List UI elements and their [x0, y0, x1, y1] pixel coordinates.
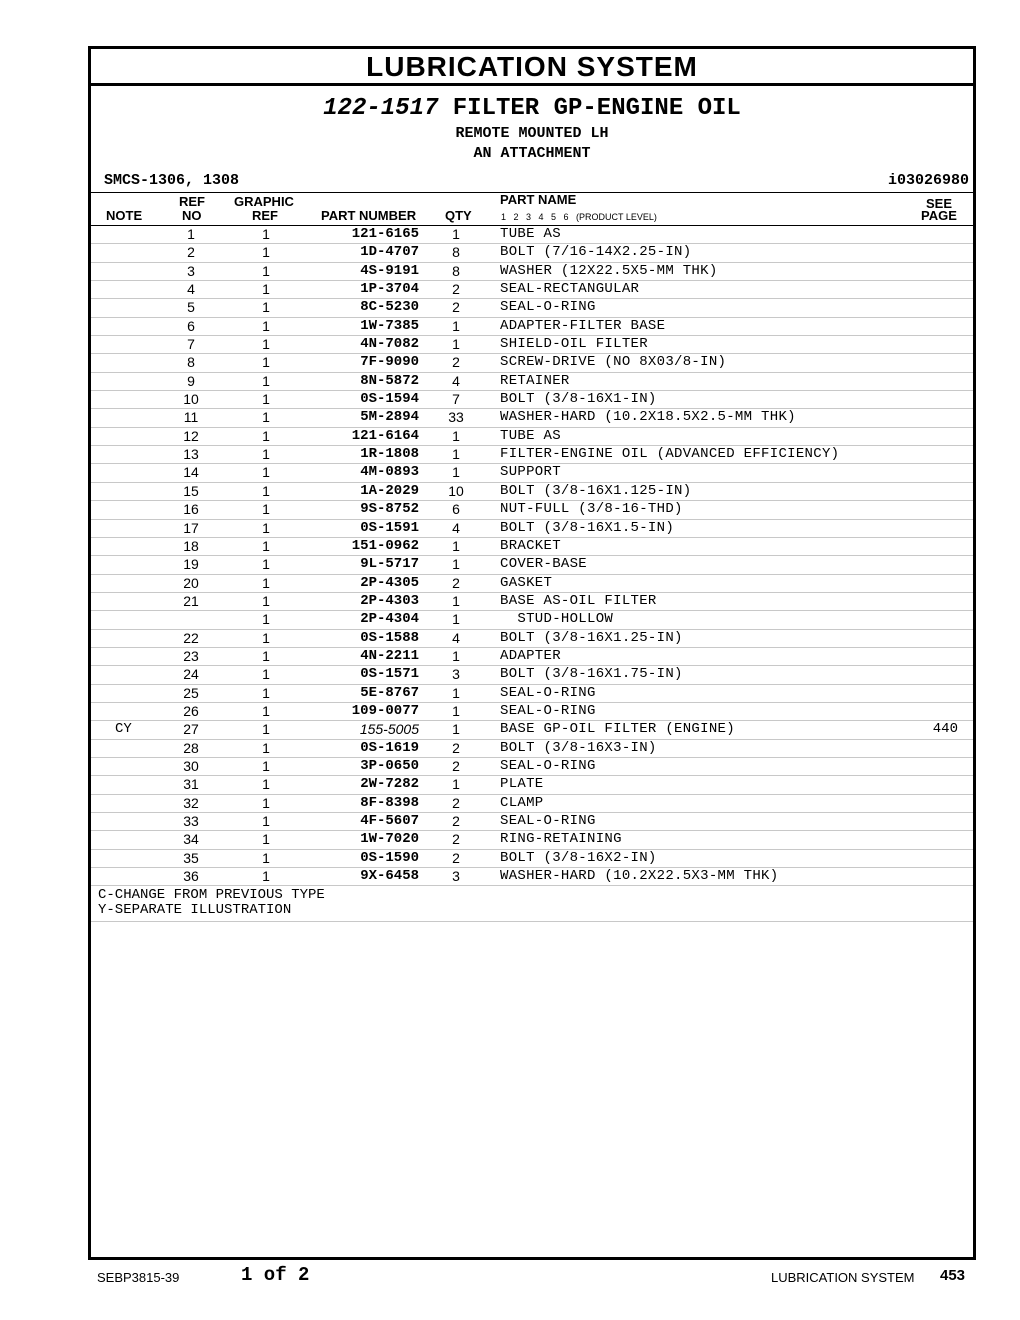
part-number-cell: 5E-8767 — [360, 684, 419, 701]
graphic-ref-cell: 1 — [262, 702, 270, 719]
part-name-cell: SCREW-DRIVE (NO 8X03/8-IN) — [500, 354, 727, 371]
part-number-cell: 2W-7282 — [360, 776, 419, 793]
part-number-cell: 1R-1808 — [360, 446, 419, 463]
qty-cell: 1 — [452, 611, 460, 628]
ref-no-cell: 17 — [183, 519, 199, 536]
part-name-cell: BOLT (3/8-16X2-IN) — [500, 849, 657, 866]
footer-page-of: 1 of 2 — [241, 1264, 310, 1286]
header-ref-bottom: NO — [182, 208, 202, 223]
ref-no-cell: 19 — [183, 556, 199, 573]
header-qty: QTY — [445, 208, 472, 223]
table-row — [91, 446, 973, 464]
graphic-ref-cell: 1 — [262, 244, 270, 261]
qty-cell: 2 — [452, 299, 460, 316]
graphic-ref-cell: 1 — [262, 519, 270, 536]
header-part-name: PART NAME — [500, 192, 577, 207]
part-name-cell: WASHER (12X22.5X5-MM THK) — [500, 262, 718, 279]
table-row — [91, 776, 973, 794]
qty-cell: 2 — [452, 354, 460, 371]
header-see-top: SEE — [926, 196, 953, 211]
table-row — [91, 226, 973, 244]
smcs-row — [91, 170, 973, 193]
table-row — [91, 611, 973, 629]
part-name-cell: NUT-FULL (3/8-16-THD) — [500, 501, 683, 518]
part-number-cell: 9X-6458 — [360, 868, 419, 885]
table-row — [91, 354, 973, 372]
part-number-cell: 8C-5230 — [360, 299, 419, 316]
qty-cell: 2 — [452, 739, 460, 756]
table-row — [91, 813, 973, 831]
table-row — [91, 593, 973, 611]
ref-no-cell: 13 — [183, 446, 199, 463]
ref-no-cell: 20 — [183, 574, 199, 591]
part-name-cell: SEAL-O-RING — [500, 299, 596, 316]
qty-cell: 4 — [452, 372, 460, 389]
part-number-cell: 8N-5872 — [360, 372, 419, 389]
qty-cell: 4 — [452, 519, 460, 536]
graphic-ref-cell: 1 — [262, 868, 270, 885]
table-row — [91, 575, 973, 593]
section-title: LUBRICATION SYSTEM — [91, 49, 973, 86]
graphic-ref-cell: 1 — [262, 611, 270, 628]
table-row — [91, 318, 973, 336]
qty-cell: 1 — [452, 592, 460, 609]
part-name-cell: ADAPTER — [500, 647, 561, 664]
part-name-cell: STUD-HOLLOW — [500, 611, 614, 628]
table-row — [91, 740, 973, 758]
note-line: Y-SEPARATE ILLUSTRATION — [98, 902, 292, 919]
table-row — [91, 630, 973, 648]
qty-cell: 8 — [452, 262, 460, 279]
part-number-cell: 1W-7020 — [360, 831, 419, 848]
qty-cell: 2 — [452, 757, 460, 774]
graphic-ref-cell: 1 — [262, 336, 270, 353]
part-name-cell: BOLT (3/8-16X3-IN) — [500, 739, 657, 756]
table-row — [91, 868, 973, 886]
part-name-cell: RING-RETAINING — [500, 831, 622, 848]
table-row — [91, 501, 973, 519]
table-row — [91, 721, 973, 739]
graphic-ref-cell: 1 — [262, 299, 270, 316]
ref-no-cell: 11 — [183, 409, 199, 426]
part-number-cell: 1A-2029 — [360, 482, 419, 499]
part-number-cell: 2P-4303 — [360, 592, 419, 609]
part-name-cell: SEAL-O-RING — [500, 813, 596, 829]
table-row — [91, 336, 973, 354]
table-row — [91, 263, 973, 281]
table-row — [91, 758, 973, 776]
ref-no-cell: 7 — [187, 336, 195, 353]
qty-cell: 1 — [452, 684, 460, 701]
qty-cell: 2 — [452, 813, 460, 829]
page-footer — [0, 1262, 1020, 1292]
ref-no-cell: 6 — [187, 317, 195, 334]
table-row — [91, 850, 973, 868]
graphic-ref-cell: 1 — [262, 317, 270, 334]
see-page-cell: 440 — [932, 721, 958, 738]
graphic-ref-cell: 1 — [262, 813, 270, 829]
ref-no-cell: 23 — [183, 647, 199, 664]
part-number-cell: 0S-1591 — [360, 519, 419, 536]
ref-no-cell: 30 — [183, 757, 199, 774]
ref-no-cell: 32 — [183, 794, 199, 811]
part-number-cell: 1D-4707 — [360, 244, 419, 261]
part-number-cell: 0S-1571 — [360, 666, 419, 683]
part-name-cell: SEAL-RECTANGULAR — [500, 281, 640, 298]
group-name: FILTER GP-ENGINE OIL — [452, 95, 741, 122]
qty-cell: 2 — [452, 574, 460, 591]
footer-section: LUBRICATION SYSTEM — [771, 1270, 915, 1285]
part-name-cell: TUBE AS — [500, 226, 561, 242]
table-row — [91, 244, 973, 262]
table-row — [91, 281, 973, 299]
table-row — [91, 483, 973, 501]
table-row — [91, 538, 973, 556]
part-name-cell: SUPPORT — [500, 464, 561, 481]
qty-cell: 1 — [452, 336, 460, 353]
part-number-cell: 1P-3704 — [360, 281, 419, 298]
group-title — [91, 94, 973, 124]
table-row — [91, 685, 973, 703]
note-line: C-CHANGE FROM PREVIOUS TYPE — [98, 887, 325, 904]
graphic-ref-cell: 1 — [262, 776, 270, 793]
part-name-cell: BOLT (3/8-16X1.125-IN) — [500, 482, 692, 499]
graphic-ref-cell: 1 — [262, 574, 270, 591]
qty-cell: 1 — [452, 226, 460, 242]
graphic-ref-cell: 1 — [262, 391, 270, 408]
qty-cell: 33 — [448, 409, 464, 426]
ref-no-cell: 15 — [183, 482, 199, 499]
graphic-ref-cell: 1 — [262, 281, 270, 298]
qty-cell: 3 — [452, 868, 460, 885]
ref-no-cell: 16 — [183, 501, 199, 518]
qty-cell: 1 — [452, 317, 460, 334]
parts-page-frame — [88, 46, 976, 1260]
ref-no-cell: 4 — [187, 281, 195, 298]
ref-no-cell: 28 — [183, 739, 199, 756]
table-row — [91, 520, 973, 538]
ref-no-cell: 26 — [183, 702, 199, 719]
ref-no-cell: 1 — [187, 226, 195, 242]
qty-cell: 1 — [452, 464, 460, 481]
part-number-cell: 121-6165 — [351, 226, 419, 242]
graphic-ref-cell: 1 — [262, 372, 270, 389]
qty-cell: 1 — [452, 446, 460, 463]
part-number-cell: 7F-9090 — [360, 354, 419, 371]
ref-no-cell: 24 — [183, 666, 199, 683]
ref-no-cell: 10 — [183, 391, 199, 408]
part-number-cell: 9L-5717 — [360, 556, 419, 573]
ref-no-cell: 14 — [183, 464, 199, 481]
part-name-cell: BOLT (7/16-14X2.25-IN) — [500, 244, 692, 261]
qty-cell: 2 — [452, 831, 460, 848]
part-number-cell: 151-0962 — [351, 537, 419, 554]
part-number-cell: 121-6164 — [351, 427, 419, 444]
header-note: NOTE — [106, 208, 143, 223]
qty-cell: 6 — [452, 501, 460, 518]
ref-no-cell: 36 — [183, 868, 199, 885]
part-name-cell: BOLT (3/8-16X1.5-IN) — [500, 519, 675, 536]
part-number-cell: 2P-4305 — [360, 574, 419, 591]
part-number-cell: 1W-7385 — [360, 317, 419, 334]
notes-legend — [91, 886, 973, 922]
graphic-ref-cell: 1 — [262, 464, 270, 481]
footer-doc-number: SEBP3815-39 — [97, 1270, 180, 1285]
part-name-cell: BOLT (3/8-16X1.75-IN) — [500, 666, 683, 683]
qty-cell: 2 — [452, 281, 460, 298]
ref-no-cell: 18 — [183, 537, 199, 554]
part-number-cell: 2P-4304 — [360, 611, 419, 628]
qty-cell: 8 — [452, 244, 460, 261]
note-cell: CY — [115, 721, 132, 738]
part-number-cell: 0S-1590 — [360, 849, 419, 866]
part-name-cell: FILTER-ENGINE OIL (ADVANCED EFFICIENCY) — [500, 446, 840, 463]
qty-cell: 1 — [452, 556, 460, 573]
qty-cell: 1 — [452, 776, 460, 793]
table-row — [91, 464, 973, 482]
part-number-cell: 109-0077 — [351, 702, 419, 719]
part-name-cell: ADAPTER-FILTER BASE — [500, 317, 666, 334]
part-name-cell: SEAL-O-RING — [500, 757, 596, 774]
table-row — [91, 428, 973, 446]
part-number-cell: 4M-0893 — [360, 464, 419, 481]
header-product-level: 1 2 3 4 5 6 (PRODUCT LEVEL) — [501, 212, 657, 222]
ref-no-cell: 35 — [183, 849, 199, 866]
part-name-cell: SHIELD-OIL FILTER — [500, 336, 648, 353]
ref-no-cell: 31 — [183, 776, 199, 793]
part-name-cell: CLAMP — [500, 794, 544, 811]
part-name-cell: BRACKET — [500, 537, 561, 554]
qty-cell: 10 — [448, 482, 464, 499]
qty-cell: 2 — [452, 794, 460, 811]
parts-table-body — [91, 226, 973, 886]
graphic-ref-cell: 1 — [262, 354, 270, 371]
part-number-cell: 0S-1619 — [360, 739, 419, 756]
graphic-ref-cell: 1 — [262, 537, 270, 554]
graphic-ref-cell: 1 — [262, 501, 270, 518]
table-row — [91, 391, 973, 409]
part-number-cell: 4S-9191 — [360, 262, 419, 279]
part-number-cell: 4F-5607 — [360, 813, 419, 829]
part-name-cell: WASHER-HARD (10.2X22.5X3-MM THK) — [500, 868, 779, 885]
graphic-ref-cell: 1 — [262, 409, 270, 426]
graphic-ref-cell: 1 — [262, 794, 270, 811]
part-name-cell: BASE AS-OIL FILTER — [500, 592, 657, 609]
ref-no-cell: 8 — [187, 354, 195, 371]
qty-cell: 1 — [452, 427, 460, 444]
part-number-cell: 155-5005 — [359, 721, 419, 738]
table-row — [91, 409, 973, 427]
part-name-cell: BASE GP-OIL FILTER (ENGINE) — [500, 721, 735, 738]
qty-cell: 1 — [452, 721, 460, 738]
table-row — [91, 831, 973, 849]
table-row — [91, 666, 973, 684]
ref-no-cell: 2 — [187, 244, 195, 261]
part-name-cell: WASHER-HARD (10.2X18.5X2.5-MM THK) — [500, 409, 796, 426]
group-subtitle-2: AN ATTACHMENT — [473, 145, 591, 162]
table-row — [91, 703, 973, 721]
header-ref-top: REF — [179, 194, 205, 209]
ref-no-cell: 21 — [183, 592, 199, 609]
part-name-cell: BOLT (3/8-16X1-IN) — [500, 391, 657, 408]
ref-no-cell: 9 — [187, 372, 195, 389]
footer-page-number: 453 — [940, 1267, 966, 1284]
ref-no-cell: 3 — [187, 262, 195, 279]
part-name-cell: SEAL-O-RING — [500, 702, 596, 719]
qty-cell: 1 — [452, 702, 460, 719]
graphic-ref-cell: 1 — [262, 629, 270, 646]
graphic-ref-cell: 1 — [262, 262, 270, 279]
qty-cell: 4 — [452, 629, 460, 646]
part-name-cell: BOLT (3/8-16X1.25-IN) — [500, 629, 683, 646]
qty-cell: 2 — [452, 849, 460, 866]
ref-no-cell: 5 — [187, 299, 195, 316]
graphic-ref-cell: 1 — [262, 226, 270, 242]
part-name-cell: TUBE AS — [500, 427, 561, 444]
part-number-cell: 9S-8752 — [360, 501, 419, 518]
graphic-ref-cell: 1 — [262, 446, 270, 463]
graphic-ref-cell: 1 — [262, 556, 270, 573]
graphic-ref-cell: 1 — [262, 482, 270, 499]
part-number-cell: 8F-8398 — [360, 794, 419, 811]
ref-no-cell: 27 — [183, 721, 199, 738]
graphic-ref-cell: 1 — [262, 739, 270, 756]
part-number-cell: 4N-7082 — [360, 336, 419, 353]
group-subtitle-1: REMOTE MOUNTED LH — [455, 125, 609, 142]
part-number-cell: 4N-2211 — [360, 647, 419, 664]
document-id: i03026980 — [887, 172, 969, 189]
part-number-cell: 3P-0650 — [360, 757, 419, 774]
header-part-number: PART NUMBER — [321, 208, 417, 223]
table-row — [91, 556, 973, 574]
part-name-cell: COVER-BASE — [500, 556, 588, 573]
graphic-ref-cell: 1 — [262, 647, 270, 664]
part-name-cell: RETAINER — [500, 372, 570, 389]
part-number-cell: 5M-2894 — [360, 409, 419, 426]
graphic-ref-cell: 1 — [262, 721, 270, 738]
ref-no-cell: 34 — [183, 831, 199, 848]
table-row — [91, 373, 973, 391]
graphic-ref-cell: 1 — [262, 684, 270, 701]
part-name-cell: SEAL-O-RING — [500, 684, 596, 701]
graphic-ref-cell: 1 — [262, 831, 270, 848]
header-graphic-top: GRAPHIC — [234, 194, 294, 209]
part-name-cell: GASKET — [500, 574, 553, 591]
graphic-ref-cell: 1 — [262, 666, 270, 683]
ref-no-cell: 25 — [183, 684, 199, 701]
ref-no-cell: 22 — [183, 629, 199, 646]
header-see-bottom: PAGE — [921, 208, 957, 223]
ref-no-cell: 33 — [183, 813, 199, 829]
header-graphic-bottom: REF — [252, 208, 278, 223]
graphic-ref-cell: 1 — [262, 757, 270, 774]
part-number-cell: 0S-1594 — [360, 391, 419, 408]
part-name-cell: PLATE — [500, 776, 544, 793]
group-number: 122-1517 — [323, 95, 439, 122]
qty-cell: 7 — [452, 391, 460, 408]
graphic-ref-cell: 1 — [262, 592, 270, 609]
qty-cell: 1 — [452, 537, 460, 554]
part-number-cell: 0S-1588 — [360, 629, 419, 646]
ref-no-cell: 12 — [183, 427, 199, 444]
graphic-ref-cell: 1 — [262, 849, 270, 866]
table-row — [91, 795, 973, 813]
graphic-ref-cell: 1 — [262, 427, 270, 444]
table-header — [91, 193, 973, 226]
smcs-code: SMCS-1306, 1308 — [104, 172, 240, 189]
table-row — [91, 299, 973, 317]
table-row — [91, 648, 973, 666]
qty-cell: 3 — [452, 666, 460, 683]
qty-cell: 1 — [452, 647, 460, 664]
